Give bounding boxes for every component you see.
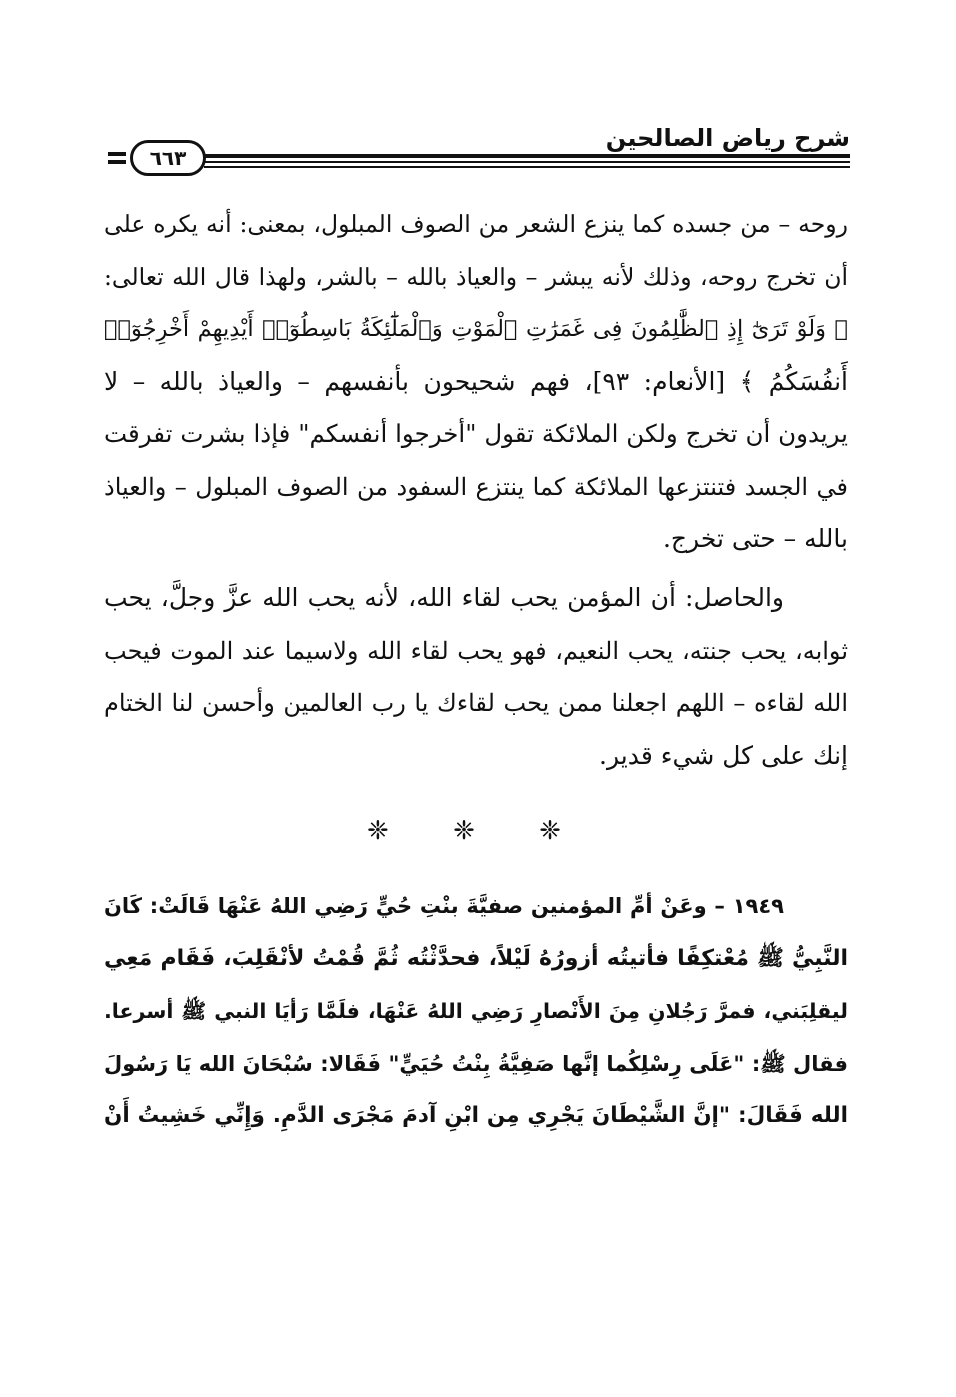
hadith-line: الله فَقَالَ: "إنَّ الشَّيْطَانَ يَجْرِي مِن ابْنِ آدمَ مَجْرَى الدَّمِ. وَإِنِّي خَشِيتُ أَنْ <box>104 1103 848 1128</box>
text-line: والحاصل: أن المؤمن يحب لقاء الله، لأنه يحب الله عزَّ وجلَّ، يحب <box>104 583 784 612</box>
text-line: يريدون أن تخرج ولكن الملائكة تقول "أخرجوا أنفسكم" فإذا بشرت تفرقت <box>104 419 848 448</box>
hadith-line: النَّبِيُّ ﷺ مُعْتكِفًا فأتيتُه أزورُهُ لَيْلاً، فحدَّثْتُه ثُمَّ قُمْتُ لأنْقَلِبَ، فَقَام مَعِي <box>104 945 848 971</box>
text-line: أَنفُسَكُمُ ﴾ [الأنعام: ٩٣]، فهم شحيحون بأنفسهم – والعياذ بالله – لا <box>104 366 848 396</box>
page-header <box>108 118 850 182</box>
text-line: أن تخرج روحه، وذلك لأنه يبشر – والعياذ بالله – بالشر، ولهذا قال الله تعالى: <box>104 262 848 291</box>
text-line: روحه – من جسده كما ينزع الشعر من الصوف المبلول، بمعنى: أنه يكره على <box>104 210 848 238</box>
hadith-line: ليقلِبَني، فمرَّ رَجُلانِ مِنَ الأَنْصارِ رَضِي اللهُ عَنْهَا، فلَمَّا رَأيَا النبي ﷺ أسرعا. <box>104 999 848 1023</box>
hadith-paragraph <box>104 880 848 1143</box>
commentary-paragraph-2 <box>104 572 848 782</box>
header-left-dash-bottom <box>108 160 126 164</box>
header-rule-thick <box>204 154 850 158</box>
book-title: شرح رياض الصالحين <box>605 124 850 152</box>
text-line: في الجسد فتنتزعها الملائكة كما ينتزع السفود من الصوف المبلول – والعياذ <box>104 472 848 501</box>
hadith-line: ١٩٤٩ – وعَنْ أمِّ المؤمنين صفيَّةَ بنْتِ حُيٍّ رَضِي اللهُ عَنْهَا قَالَتْ: كَانَ <box>104 894 784 918</box>
quran-verse-line: ﴿ وَلَوْ تَرَىٰٓ إِذِ ٱلظَّٰلِمُونَ فِى غَمَرَٰتِ ٱلْمَوْتِ وَٱلْمَلَٰٓئِكَةُ بَاسِطُوٓا۟ أَيْدِيهِمْ أَخْرِجُوٓا۟ <box>104 316 848 342</box>
section-separator: ❈ ❈ ❈ <box>367 816 589 846</box>
header-rule-thin <box>204 161 850 163</box>
text-line: ثوابه، يحب جنته، يحب النعيم، فهو يحب لقاء الله ولاسيما عند الموت فيحب <box>104 636 848 665</box>
page-number: ٦٦٣ <box>130 140 206 176</box>
header-rule-thin-2 <box>204 166 850 168</box>
header-left-dash-top <box>108 152 126 156</box>
commentary-paragraph-1 <box>104 198 848 566</box>
text-line: إنك على كل شيء قدير. <box>599 740 848 770</box>
hadith-line: فقال ﷺ: "عَلَى رِسْلِكُما إنَّها صَفِيَّةُ بِنْتُ حُيَيٍّ" فَقَالا: سُبْحَانَ الله يَا رَسُولَ <box>104 1051 848 1076</box>
text-line: الله لقاءه – اللهم اجعلنا ممن يحب لقاءك يا رب العالمين وأحسن لنا الختام <box>104 689 848 717</box>
text-line: بالله – حتى تخرج. <box>662 524 848 553</box>
